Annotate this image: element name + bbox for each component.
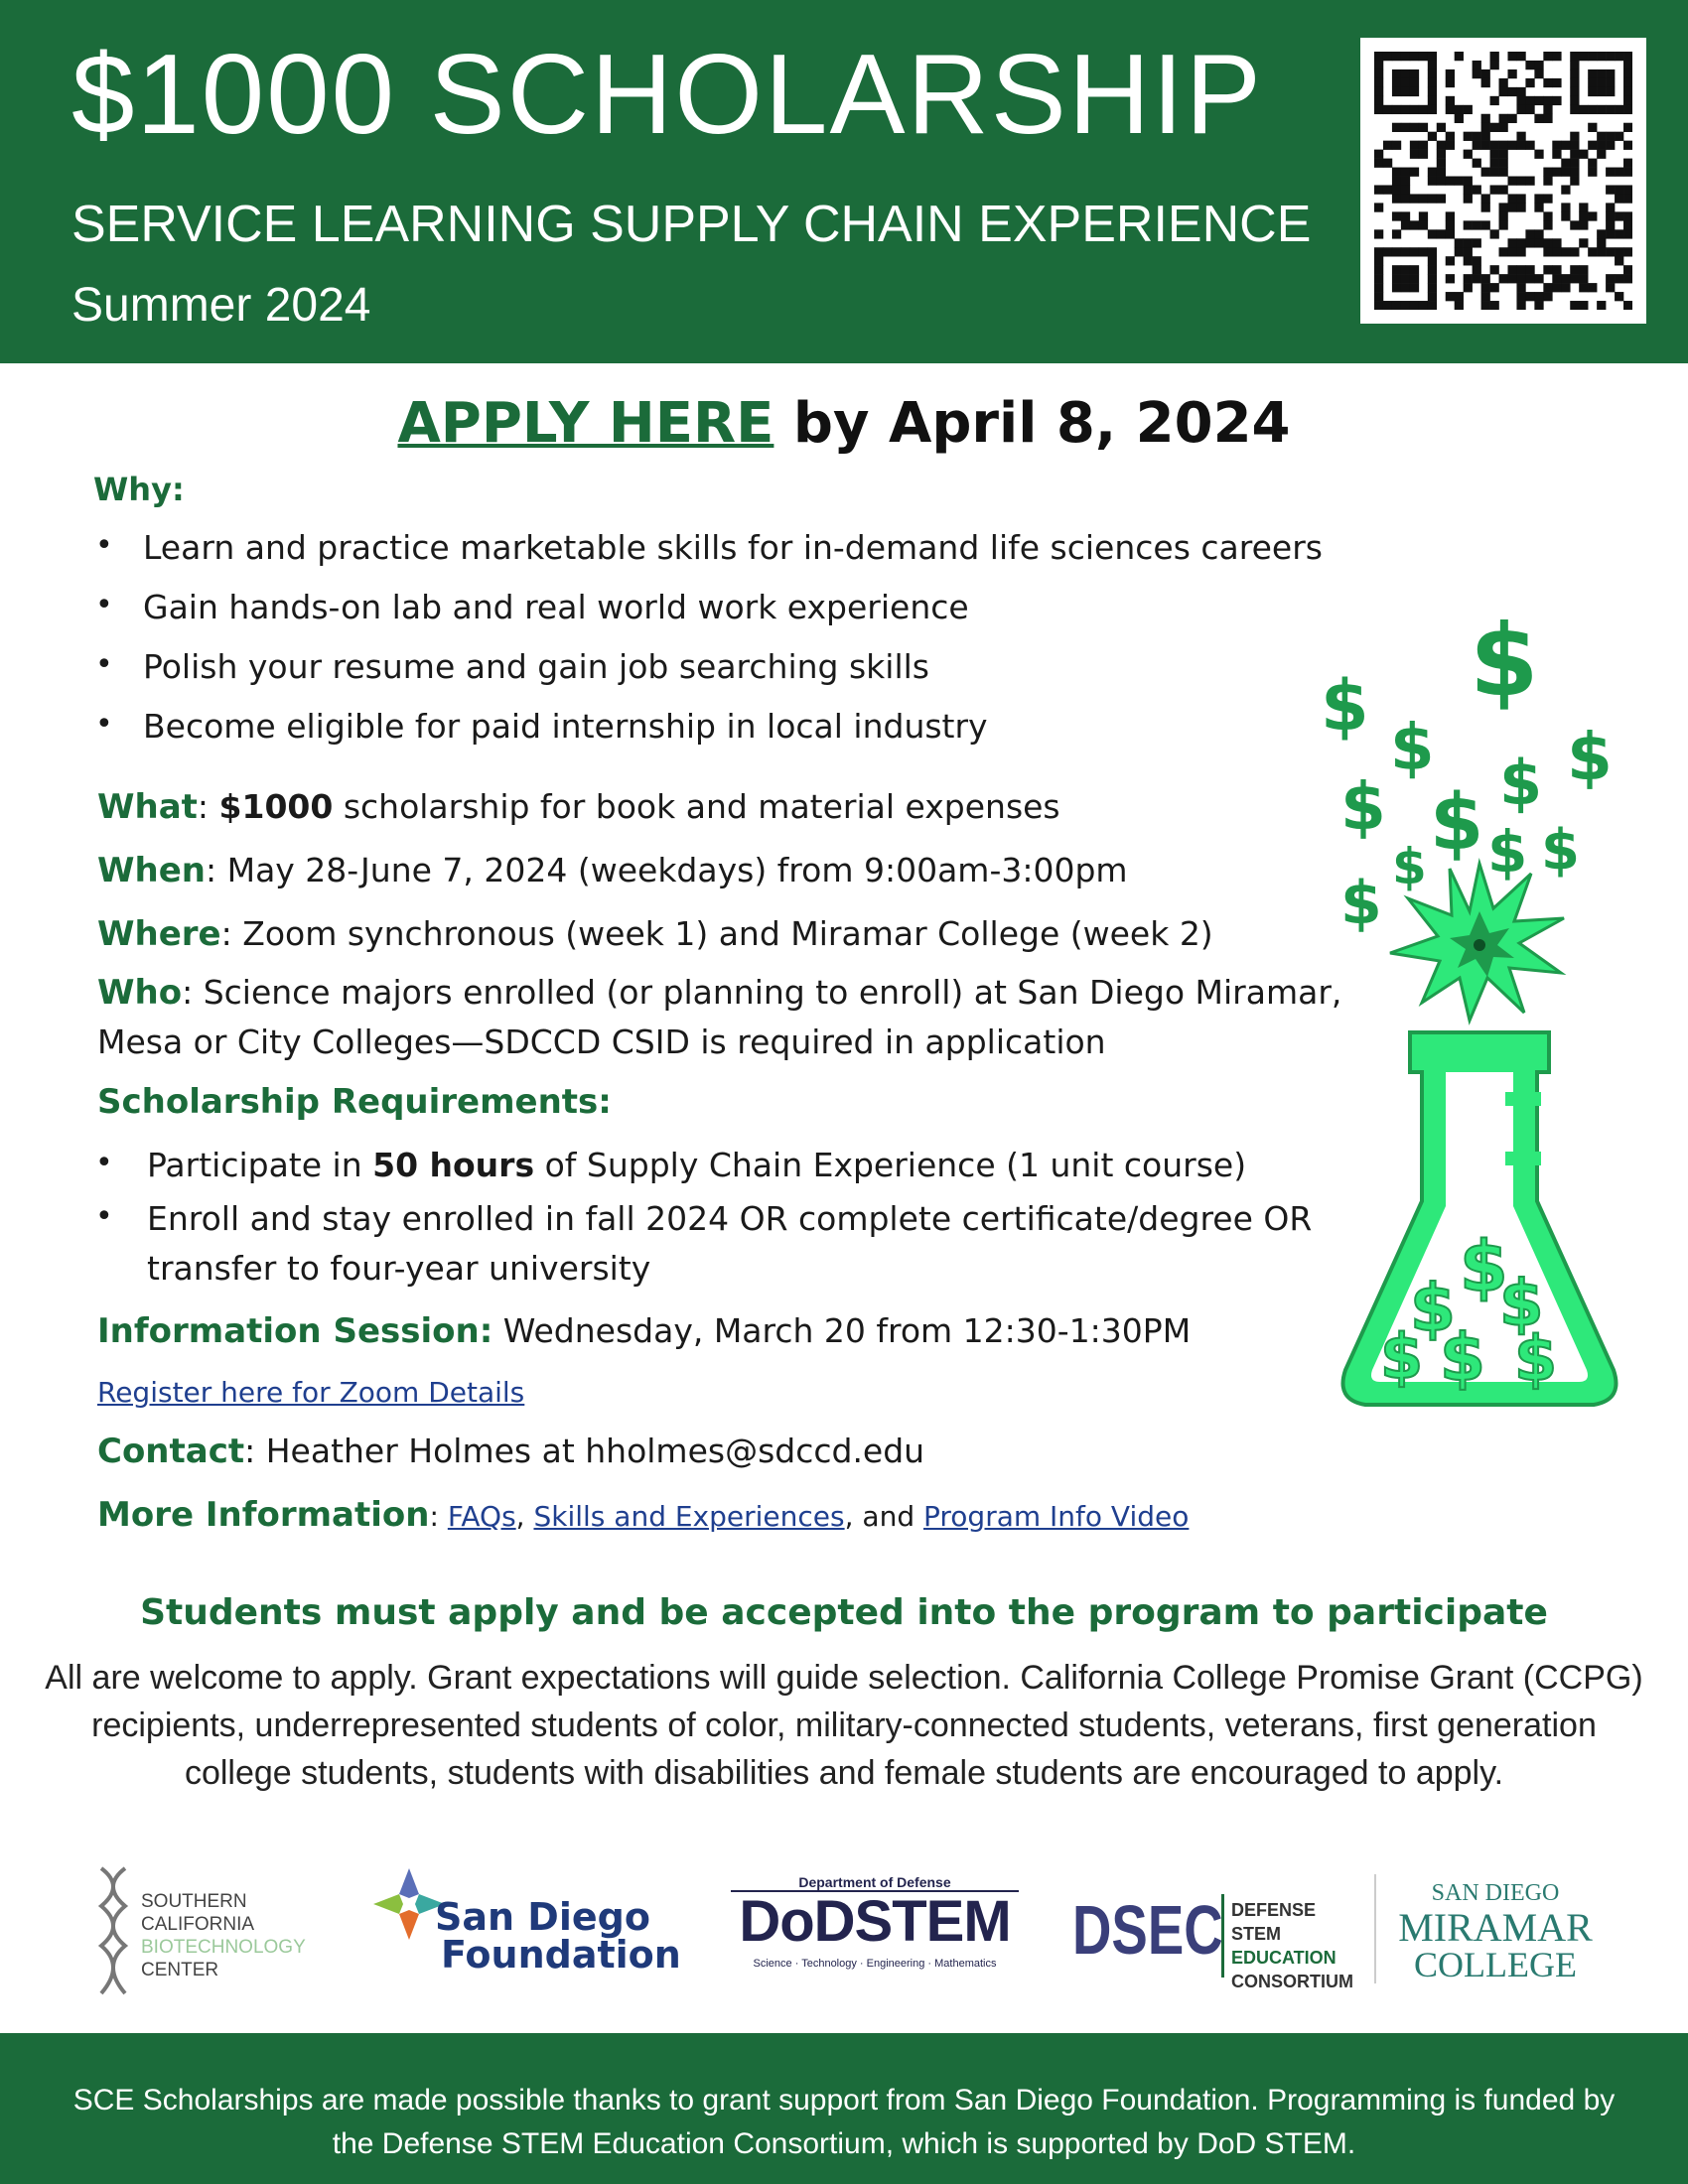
svg-text:$: $ xyxy=(1410,1270,1456,1346)
scbc-logo: SOUTHERN CALIFORNIA BIOTECHNOLOGY CENTER xyxy=(95,1866,334,1995)
dsec-logo: DSEC DEFENSE STEM EDUCATION CONSORTIUM xyxy=(1072,1891,1353,1991)
welcome-paragraph: All are welcome to apply. Grant expectations will guide selection. California College Promise Grant (CCPG) recipients, underrepresented students of color, military-connected students, veterans, first generation college students, students with disabilities and female students are encouraged to apply. xyxy=(45,1659,1643,1792)
contact-text: Heather Holmes at hholmes@sdccd.edu xyxy=(265,1432,925,1470)
what-label: What xyxy=(97,787,198,827)
sponsor-logos xyxy=(0,1856,1688,2005)
who-row xyxy=(97,973,1341,1013)
where-row xyxy=(97,914,1213,954)
footer-banner xyxy=(0,2033,1688,2184)
where-label: Where xyxy=(97,914,221,954)
dollar-icon: $ xyxy=(1487,818,1528,886)
who-text-2: Mesa or City Colleges—SDCCD CSID is required in application xyxy=(97,1023,1106,1061)
why-heading: Why: xyxy=(93,471,185,508)
svg-text:$: $ xyxy=(1499,1268,1544,1341)
requirement-item-cont: transfer to four-year university xyxy=(147,1249,651,1288)
acceptance-notice: Students must apply and be accepted into the program to participate xyxy=(140,1592,1548,1633)
header-banner xyxy=(0,0,1688,363)
svg-text:$: $ xyxy=(1380,1320,1424,1393)
dollar-icon: $ xyxy=(1430,778,1484,868)
when-row xyxy=(97,851,1128,890)
dna-icon xyxy=(95,1866,131,1995)
svg-text:$: $ xyxy=(1460,1226,1508,1307)
san-diego-foundation-logo: San Diego Foundation xyxy=(373,1868,661,1997)
requirements-heading: Scholarship Requirements: xyxy=(97,1082,612,1122)
contact-label: Contact xyxy=(97,1432,245,1471)
who-label: Who xyxy=(97,973,183,1013)
colon: : xyxy=(244,1432,266,1470)
program-video-link[interactable]: Program Info Video xyxy=(923,1500,1190,1533)
what-row xyxy=(97,787,1060,827)
why-list xyxy=(95,528,1323,766)
qr-code-icon[interactable] xyxy=(1360,38,1646,324)
contact-row xyxy=(97,1432,924,1471)
dodstem-logo: Department of Defense DoDSTEM Science · Technology · Engineering · Mathematics xyxy=(731,1874,1019,1983)
when-text: May 28-June 7, 2024 (weekdays) from 9:00am-3:00pm xyxy=(226,851,1128,889)
dollar-icon: $ xyxy=(1340,768,1386,845)
faqs-link[interactable]: FAQs xyxy=(447,1500,516,1533)
qr-code-graphic xyxy=(1374,52,1632,310)
who-text-1: Science majors enrolled (or planning to enroll) at San Diego Miramar, xyxy=(203,973,1342,1012)
program-subtitle: SERVICE LEARNING SUPPLY CHAIN EXPERIENCE xyxy=(71,196,1312,253)
what-text: scholarship for book and material expenses xyxy=(333,787,1060,826)
why-item: • Gain hands-on lab and real world work experience xyxy=(95,588,1323,647)
requirements-list xyxy=(95,1146,1312,1249)
colon: : xyxy=(182,973,204,1012)
dollar-icon: $ xyxy=(1470,603,1539,719)
money-flask-illustration xyxy=(1311,596,1628,1439)
apply-here-link[interactable]: APPLY HERE xyxy=(397,391,774,456)
colon: : xyxy=(205,851,227,889)
skills-link[interactable]: Skills and Experiences xyxy=(533,1500,845,1533)
more-info-row: More Information: FAQs, Skills and Experiences, and Program Info Video xyxy=(97,1495,1190,1535)
where-text: Zoom synchronous (week 1) and Miramar College (week 2) xyxy=(242,914,1213,953)
info-session-label: Information Session: xyxy=(97,1311,493,1351)
requirement-item: • Enroll and stay enrolled in fall 2024 OR complete certificate/degree OR xyxy=(95,1199,1312,1249)
why-item: • Learn and practice marketable skills for in-demand life sciences careers xyxy=(95,528,1323,588)
footer-text: SCE Scholarships are made possible thanks to grant support from San Diego Foundation. Programming is funded by the Defense STEM Education Consortium, which is supported by DoD STEM. xyxy=(72,2084,1616,2160)
scholarship-amount: $1000 xyxy=(218,787,334,826)
dollar-icon: $ xyxy=(1567,719,1613,795)
requirement-item: • Participate in 50 hours of Supply Chain Experience (1 unit course) xyxy=(95,1146,1312,1199)
dollar-icon: $ xyxy=(1541,818,1580,883)
when-label: When xyxy=(97,851,206,890)
miramar-college-logo: SAN DIEGO MIRAMAR COLLEGE xyxy=(1374,1874,1615,1983)
season-label: Summer 2024 xyxy=(71,279,371,332)
info-session-text: Wednesday, March 20 from 12:30-1:30PM xyxy=(502,1311,1192,1350)
svg-text:$: $ xyxy=(1514,1322,1558,1395)
register-zoom-link[interactable]: Register here for Zoom Details xyxy=(97,1376,525,1409)
colon: : xyxy=(220,914,243,953)
more-info-label: More Information xyxy=(97,1495,430,1535)
dollar-icon: $ xyxy=(1321,665,1369,747)
colon: : xyxy=(197,787,219,826)
why-item: • Polish your resume and gain job searching skills xyxy=(95,647,1323,707)
dollar-icon: $ xyxy=(1499,747,1543,819)
dollar-icon: $ xyxy=(1392,838,1427,895)
dollar-icon: $ xyxy=(1390,712,1435,785)
why-item: • Become eligible for paid internship in local industry xyxy=(95,707,1323,766)
info-session-row xyxy=(97,1311,1191,1351)
apply-heading xyxy=(0,391,1688,456)
svg-text:$: $ xyxy=(1440,1319,1485,1396)
apply-deadline: by April 8, 2024 xyxy=(774,391,1291,456)
dollar-icon: $ xyxy=(1340,869,1382,938)
page-title: $1000 SCHOLARSHIP xyxy=(71,32,1263,158)
